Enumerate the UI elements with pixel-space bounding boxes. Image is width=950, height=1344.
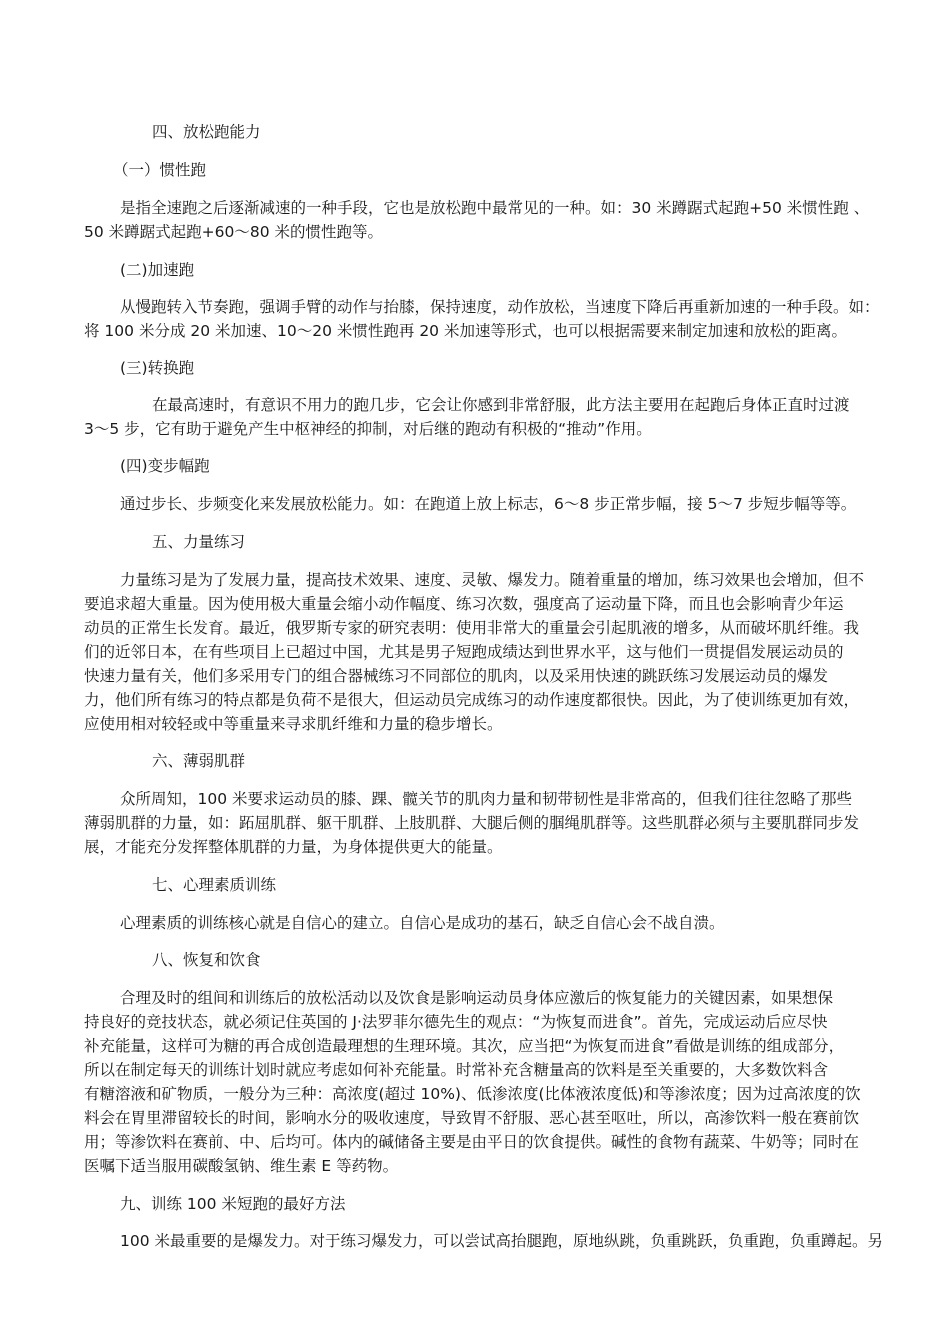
subsection-heading: (四)变步幅跑 — [120, 457, 210, 475]
section-heading: 五、力量练习 — [152, 533, 246, 551]
paragraph-line: 从慢跑转入节奏跑，强调手臂的动作与抬膝，保持速度，动作放松，当速度下降后再重新加速的一种手段。如： — [120, 298, 880, 316]
paragraph-line: 们的近邻日本，在有些项目上已超过中国，尤其是男子短跑成绩达到世界水平，这与他们一贯提倡发展运动员的 — [84, 643, 844, 661]
paragraph-line: 要追求超大重量。因为使用极大重量会缩小动作幅度、练习次数，强度高了运动量下降，而且也会影响青少年运 — [84, 595, 844, 613]
section-heading: 七、心理素质训练 — [152, 876, 277, 894]
paragraph-line: 心理素质的训练核心就是自信心的建立。自信心是成功的基石，缺乏自信心会不战自溃。 — [120, 914, 725, 932]
paragraph-line: 展，才能充分发挥整体肌群的力量，为身体提供更大的能量。 — [84, 838, 503, 856]
paragraph-line: 医嘱下适当服用碳酸氢钠、维生素 E 等药物。 — [84, 1157, 399, 1175]
paragraph-line: 有糖溶液和矿物质，一般分为三种：高浓度(超过 10%)、低渗浓度(比体液浓度低)和等渗浓度；因为过高浓度的饮 — [84, 1085, 861, 1103]
paragraph-line: 补充能量，这样可为糖的再合成创造最理想的生理环境。其次，应当把“为恢复而进食”看做是训练的组成部分， — [84, 1037, 845, 1055]
paragraph-line: 合理及时的组间和训练后的放松活动以及饮食是影响运动员身体应激后的恢复能力的关键因素，如果想保 — [120, 989, 834, 1007]
subsection-heading: （一）惯性跑 — [113, 161, 207, 179]
paragraph-line: 是指全速跑之后逐渐减速的一种手段，它也是放松跑中最常见的一种。如：30 米蹲踞式起跑+50 米惯性跑 、 — [120, 199, 870, 217]
paragraph-line: 持良好的竞技状态，就必须记住英国的 J·法罗菲尔德先生的观点：“为恢复而进食”。首先，完成运动后应尽快 — [84, 1013, 828, 1031]
paragraph-line: 3～5 步，它有助于避免产生中枢神经的抑制，对后继的跑动有积极的“推动”作用。 — [84, 420, 652, 438]
paragraph-line: 通过步长、步频变化来发展放松能力。如：在跑道上放上标志，6～8 步正常步幅，接 5～7 步短步幅等等。 — [120, 495, 857, 513]
subsection-heading: (二)加速跑 — [120, 261, 195, 279]
paragraph-line: 在最高速时，有意识不用力的跑几步，它会让你感到非常舒服，此方法主要用在起跑后身体正直时过渡 — [152, 396, 850, 414]
paragraph-line: 100 米最重要的是爆发力。对于练习爆发力，可以尝试高抬腿跑，原地纵跳，负重跳跃，负重跑，负重蹲起。另 — [120, 1232, 884, 1250]
paragraph-line: 动员的正常生长发育。最近，俄罗斯专家的研究表明：使用非常大的重量会引起肌液的增多，从而破坏肌纤维。我 — [84, 619, 860, 637]
paragraph-line: 众所周知，100 米要求运动员的膝、踝、髋关节的肌肉力量和韧带韧性是非常高的，但我们往往忽略了那些 — [120, 790, 853, 808]
paragraph-line: 50 米蹲踞式起跑+60～80 米的惯性跑等。 — [84, 223, 384, 241]
paragraph-line: 薄弱肌群的力量，如：跖屈肌群、躯干肌群、上肢肌群、大腿后侧的腘绳肌群等。这些肌群必须与主要肌群同步发 — [84, 814, 860, 832]
paragraph-line: 力，他们所有练习的特点都是负荷不是很大，但运动员完成练习的动作速度都很快。因此，为了使训练更加有效， — [84, 691, 860, 709]
section-heading: 九、训练 100 米短跑的最好方法 — [120, 1195, 346, 1213]
paragraph-line: 用；等渗饮料在赛前、中、后均可。体内的碱储备主要是由平日的饮食提供。碱性的食物有蔬菜、牛奶等；同时在 — [84, 1133, 860, 1151]
section-heading: 六、薄弱肌群 — [152, 752, 246, 770]
paragraph-line: 料会在胃里滞留较长的时间，影响水分的吸收速度，导致胃不舒服、恶心甚至呕吐，所以，高渗饮料一般在赛前饮 — [84, 1109, 860, 1127]
paragraph-line: 快速力量有关，他们多采用专门的组合器械练习不同部位的肌肉，以及采用快速的跳跃练习发展运动员的爆发 — [84, 667, 829, 685]
paragraph-line: 力量练习是为了发展力量，提高技术效果、速度、灵敏、爆发力。随着重量的增加，练习效果也会增加，但不 — [120, 571, 865, 589]
paragraph-line: 将 100 米分成 20 米加速、10～20 米惯性跑再 20 米加速等形式，也可以根据需要来制定加速和放松的距离。 — [84, 322, 847, 340]
paragraph-line: 应使用相对较轻或中等重量来寻求肌纤维和力量的稳步增长。 — [84, 715, 503, 733]
subsection-heading: (三)转换跑 — [120, 359, 195, 377]
section-heading: 四、放松跑能力 — [152, 123, 261, 141]
section-heading: 八、恢复和饮食 — [152, 951, 261, 969]
paragraph-line: 所以在制定每天的训练计划时就应考虑如何补充能量。时常补充含糖量高的饮料是至关重要的，大多数饮料含 — [84, 1061, 829, 1079]
